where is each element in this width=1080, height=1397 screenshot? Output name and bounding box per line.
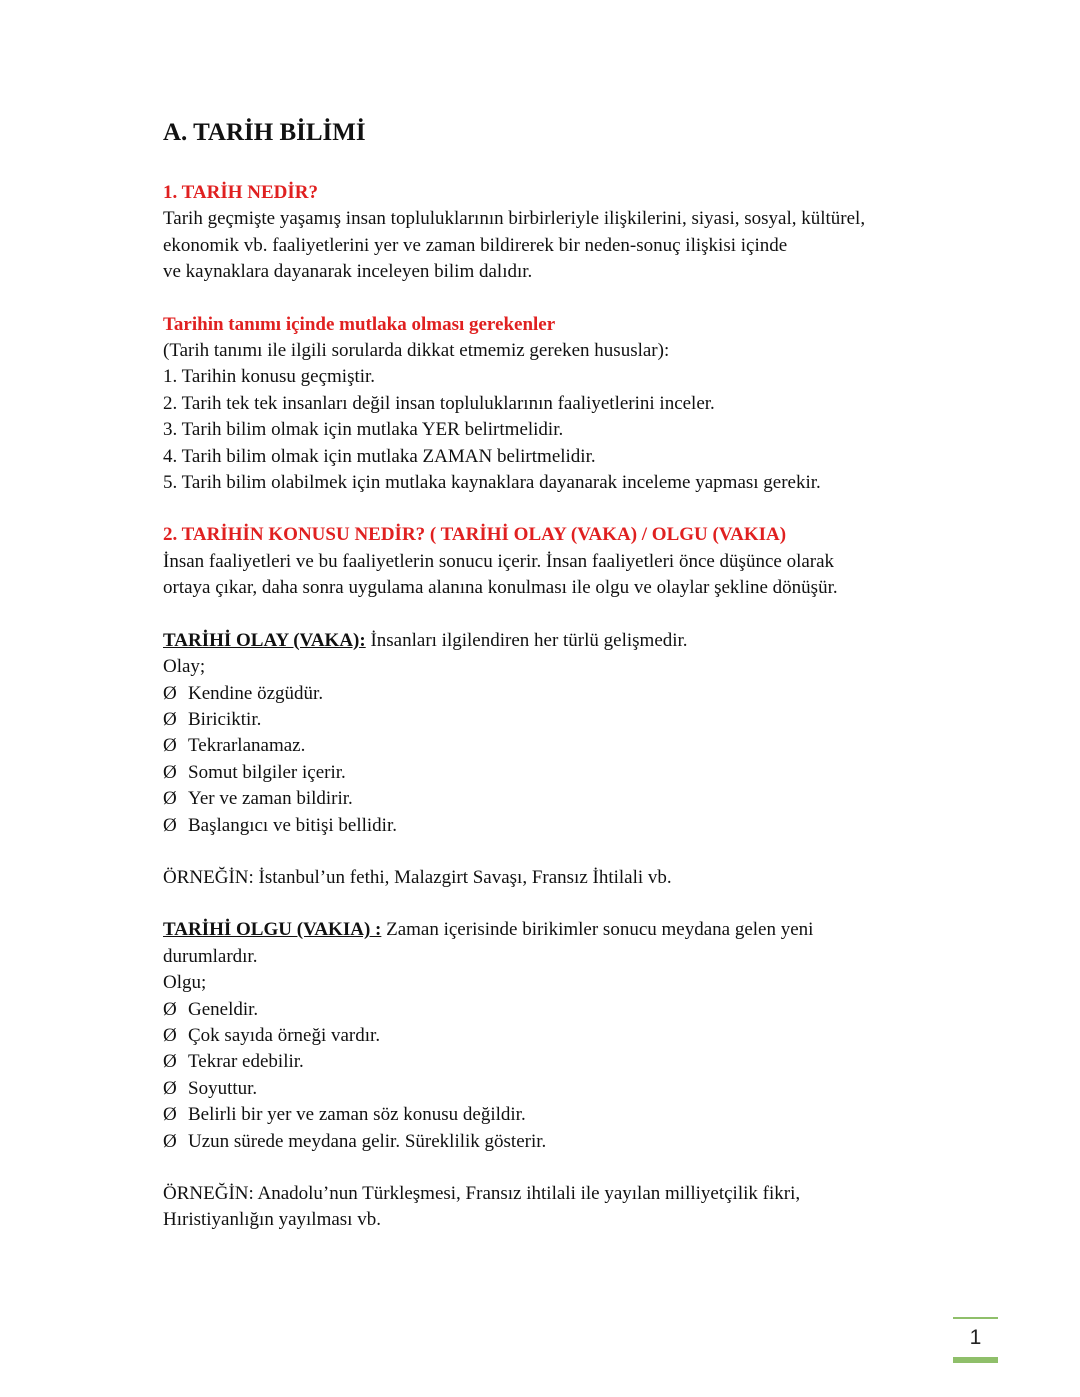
section2-line: ortaya çıkar, daha sonra uygulama alanına konulması ile olgu ve olaylar şekline dönüşür. bbox=[163, 577, 838, 599]
event-bullet-text: Kendine özgüdür. bbox=[188, 682, 324, 704]
document-page bbox=[163, 118, 923, 1234]
event-bullet-text: Yer ve zaman bildirir. bbox=[188, 788, 353, 810]
event-definition bbox=[163, 628, 923, 654]
event-bullet-text: Somut bilgiler içerir. bbox=[188, 761, 346, 783]
event-bullet bbox=[163, 681, 923, 707]
event-bullet-text: Tekrarlanamaz. bbox=[188, 735, 306, 757]
bullet-icon: Ø bbox=[163, 814, 177, 836]
fact-bullet bbox=[163, 997, 923, 1023]
event-bullet bbox=[163, 786, 923, 812]
section1-line: ve kaynaklara dayanarak inceleyen bilim dalıdır. bbox=[163, 261, 533, 283]
event-definition-text: İnsanları ilgilendiren her türlü gelişmedir. bbox=[365, 629, 688, 651]
event-bullet bbox=[163, 707, 923, 733]
definition-item: 3. Tarih bilim olmak için mutlaka YER belirtmelidir. bbox=[163, 419, 564, 441]
fact-definition-cont: durumlardır. bbox=[163, 945, 258, 967]
fact-definition-text: Zaman içerisinde birikimler sonucu meydana gelen yeni bbox=[381, 919, 814, 941]
fact-label: Olgu; bbox=[163, 972, 207, 994]
definition-item: 1. Tarihin konusu geçmiştir. bbox=[163, 366, 376, 388]
event-term: TARİHİ OLAY (VAKA): bbox=[163, 629, 366, 651]
event-bullet bbox=[163, 813, 923, 839]
page-number: 1 bbox=[953, 1317, 998, 1363]
fact-bullet bbox=[163, 1076, 923, 1102]
bullet-icon: Ø bbox=[163, 682, 177, 704]
fact-bullet-text: Soyuttur. bbox=[188, 1077, 258, 1099]
event-bullet-text: Biriciktir. bbox=[188, 708, 262, 730]
event-example: ÖRNEĞİN: İstanbul’un fethi, Malazgirt Savaşı, Fransız İhtilali vb. bbox=[163, 866, 672, 888]
bullet-icon: Ø bbox=[163, 708, 177, 730]
bullet-icon: Ø bbox=[163, 1130, 177, 1152]
section1-line: Tarih geçmişte yaşamış insan topluluklarının birbirleriyle ilişkilerini, siyasi, sosyal, kültürel, bbox=[163, 208, 866, 230]
bullet-icon: Ø bbox=[163, 761, 177, 783]
section1-line: ekonomik vb. faaliyetlerini yer ve zaman bildirerek bir neden-sonuç ilişkisi içinde bbox=[163, 234, 788, 256]
bullet-icon: Ø bbox=[163, 735, 177, 757]
bullet-icon: Ø bbox=[163, 788, 177, 810]
fact-bullet bbox=[163, 1129, 923, 1155]
bullet-icon: Ø bbox=[163, 1104, 177, 1126]
fact-bullet-text: Çok sayıda örneği vardır. bbox=[188, 1024, 381, 1046]
event-label: Olay; bbox=[163, 656, 206, 678]
definition-heading: Tarihin tanımı içinde mutlaka olması gerekenler bbox=[163, 313, 556, 335]
bullet-icon: Ø bbox=[163, 1024, 177, 1046]
fact-definition bbox=[163, 917, 923, 943]
fact-bullet bbox=[163, 1049, 923, 1075]
event-bullet bbox=[163, 760, 923, 786]
event-bullet-text: Başlangıcı ve bitişi bellidir. bbox=[188, 814, 397, 836]
bullet-icon: Ø bbox=[163, 1051, 177, 1073]
fact-bullet-text: Geneldir. bbox=[188, 998, 259, 1020]
bullet-icon: Ø bbox=[163, 1077, 177, 1099]
fact-term: TARİHİ OLGU (VAKIA) : bbox=[163, 919, 382, 941]
fact-bullet-text: Uzun sürede meydana gelir. Süreklilik gösterir. bbox=[188, 1130, 547, 1152]
bullet-icon: Ø bbox=[163, 998, 177, 1020]
fact-bullet bbox=[163, 1102, 923, 1128]
fact-bullet bbox=[163, 1023, 923, 1049]
section1-heading: 1. TARİH NEDİR? bbox=[163, 182, 319, 203]
event-bullet bbox=[163, 733, 923, 759]
definition-intro: (Tarih tanımı ile ilgili sorularda dikkat etmemiz gereken hususlar): bbox=[163, 340, 670, 362]
definition-item: 4. Tarih bilim olmak için mutlaka ZAMAN belirtmelidir. bbox=[163, 445, 596, 467]
fact-bullet-text: Belirli bir yer ve zaman söz konusu değildir. bbox=[188, 1104, 526, 1126]
page-title: A. TARİH BİLİMİ bbox=[163, 119, 366, 146]
section2-heading: 2. TARİHİN KONUSU NEDİR? ( TARİHİ OLAY (VAKA) / OLGU (VAKIA) bbox=[163, 524, 787, 546]
definition-item: 5. Tarih bilim olabilmek için mutlaka kaynaklara dayanarak inceleme yapması gerekir. bbox=[163, 472, 821, 494]
fact-example-cont: Hıristiyanlığın yayılması vb. bbox=[163, 1209, 381, 1231]
definition-item: 2. Tarih tek tek insanları değil insan topluluklarının faaliyetlerini inceler. bbox=[163, 392, 715, 414]
fact-example: ÖRNEĞİN: Anadolu’nun Türkleşmesi, Fransız ihtilali ile yayılan milliyetçilik fikri, bbox=[163, 1183, 801, 1204]
section2-line: İnsan faaliyetleri ve bu faaliyetlerin sonucu içerir. İnsan faaliyetleri önce düşünce olarak bbox=[163, 550, 835, 572]
fact-bullet-text: Tekrar edebilir. bbox=[188, 1051, 304, 1073]
